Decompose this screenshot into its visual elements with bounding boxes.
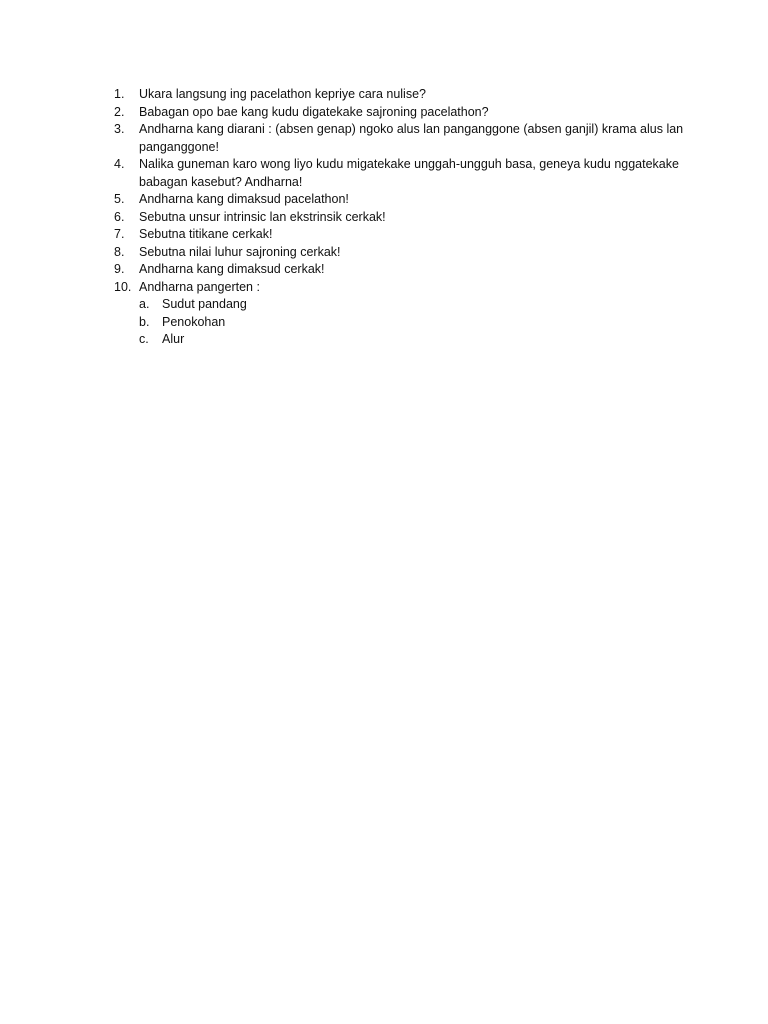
question-item-6 <box>114 209 684 227</box>
sub-question-list <box>139 296 684 349</box>
sub-question-text: Alur <box>162 332 185 346</box>
question-list <box>114 86 684 349</box>
sub-question-label: b. <box>139 314 150 329</box>
question-item-5 <box>114 191 684 209</box>
question-number: 10. <box>114 279 132 294</box>
sub-question-label: a. <box>139 297 150 311</box>
sub-question-text: Sudut pandang <box>162 297 247 311</box>
question-number: 5. <box>114 192 125 206</box>
sub-question-text: Penokohan <box>162 314 226 329</box>
question-text: Babagan opo bae kang kudu digatekake sajroning pacelathon? <box>139 104 489 119</box>
question-item-2 <box>114 104 684 122</box>
question-item-4 <box>114 156 684 191</box>
question-number: 4. <box>114 157 125 171</box>
sub-question-item-b <box>139 314 684 332</box>
question-item-9 <box>114 261 684 279</box>
question-text: Andharna kang diarani : (absen genap) ngoko alus lan panganggone (absen ganjil) krama alus lan panganggone! <box>139 122 684 154</box>
question-item-8 <box>114 244 684 262</box>
question-text: Andharna pangerten : <box>139 279 260 294</box>
question-number: 9. <box>114 262 125 276</box>
sub-question-label: c. <box>139 332 149 346</box>
question-number: 2. <box>114 104 125 119</box>
question-text: Sebutna unsur intrinsic lan ekstrinsik cerkak! <box>139 209 386 224</box>
question-number: 3. <box>114 122 125 136</box>
question-text: Sebutna titikane cerkak! <box>139 227 273 241</box>
question-number: 1. <box>114 87 125 101</box>
question-text: Andharna kang dimaksud pacelathon! <box>139 192 349 206</box>
question-item-7 <box>114 226 684 244</box>
question-item-3 <box>114 121 684 156</box>
question-text: Sebutna nilai luhur sajroning cerkak! <box>139 244 341 259</box>
question-text: Ukara langsung ing pacelathon kepriye cara nulise? <box>139 87 426 101</box>
question-text: Andharna kang dimaksud cerkak! <box>139 262 325 276</box>
sub-question-item-c <box>139 331 684 349</box>
question-text: Nalika guneman karo wong liyo kudu migatekake unggah-ungguh basa, geneya kudu nggatekake babagan kasebut? Andharna! <box>139 157 679 189</box>
question-number: 7. <box>114 227 125 241</box>
question-number: 6. <box>114 209 125 224</box>
question-number: 8. <box>114 244 125 259</box>
question-item-10 <box>114 279 684 349</box>
sub-question-item-a <box>139 296 684 314</box>
question-item-1 <box>114 86 684 104</box>
